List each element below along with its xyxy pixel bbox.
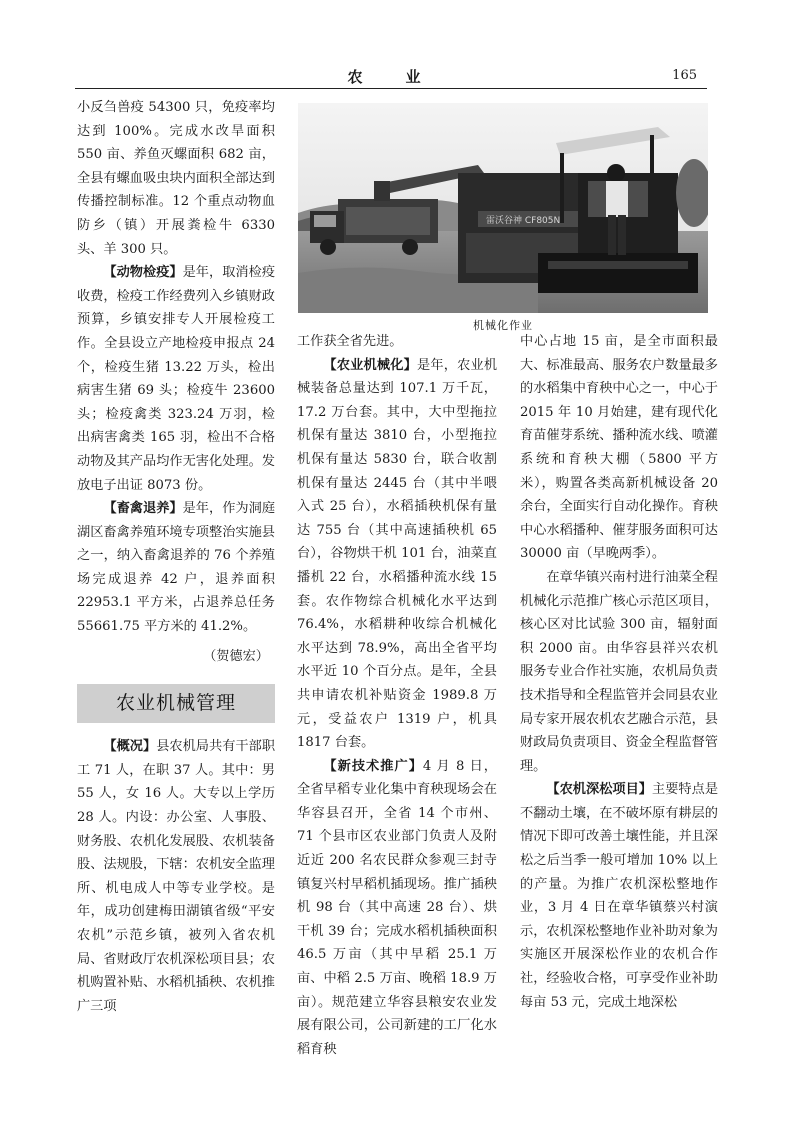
paragraph-epidemic-prevention: 小反刍兽疫 54300 只，免疫率均达到 100%。完成水改旱面积 550 亩、养鱼灭螺面积 682 亩，全县有螺血吸虫块内面积全部达到传播控制标准。12 个重点动物血防乡（镇）开展粪检牛 6330 头、羊 300 只。 [77, 100, 275, 257]
keyword-agri-mechanization: 【农业机械化】 [323, 357, 417, 373]
text-new-tech: 4 月 8 日，全省早稻专业化集中育秧现场会在华容县召开，全省 14 个市州、71 个县市区农业部门负责人及附近近 200 名农民群众参观三封寺镇复兴村早稻机插现场。推广插秧机 98 台（其中高速 28 台）、烘干机 39 台；完成水稻机插秧面积 46.5 万亩（其中早稻 25.1 万亩、中稻 2.5 万亩、晚稻 18.9 万亩）。规范建立华容县粮安农业发展有限公司，公司新建的工厂化水稻育秧 [297, 758, 497, 1057]
paragraph-agri-mechanization [297, 354, 497, 755]
keyword-overview: 【概况】 [103, 739, 157, 755]
author-signature: （贺德宏） [203, 648, 269, 664]
keyword-animal-quarantine: 【动物检疫】 [103, 265, 183, 281]
page-header [75, 64, 707, 86]
keyword-livestock-withdrawal: 【畜禽退养】 [103, 501, 183, 517]
text-livestock-withdrawal: 是年，作为洞庭湖区畜禽养殖环境专项整治实施县之一，纳入畜禽退养的 76 个养殖场完成退养 42 户，退养面积 22953.1 平方米，占退养总任务 55661.75 平方米的 41.2%。 [77, 501, 276, 635]
harvester-photo [298, 103, 708, 313]
page-number: 165 [672, 68, 697, 83]
keyword-new-tech: 【新技术推广】 [323, 758, 423, 774]
photo-caption: 机械化作业 [473, 319, 533, 332]
text-animal-quarantine: 是年，取消检疫收费，检疫工作经费列入乡镇财政预算，乡镇安排专人开展检疫工作。全县设立产地检疫申报点 24 个，检疫生猪 13.22 万头，检出病害生猪 69 头；检疫牛 23600 头；检疫禽类 323.24 万羽，检出病害禽类 165 羽，检出不合格动物及其产品均作无害化处理。发放电子出证 8073 份。 [77, 265, 276, 493]
keyword-deep-loosening: 【农机深松项目】 [546, 782, 653, 798]
paragraph-new-tech [297, 755, 497, 1062]
paragraph-continued: 工作获全省先进。 [297, 334, 403, 349]
paragraph-deep-loosening [520, 778, 718, 1014]
text-overview: 县农机局共有干部职工 71 人，在职 37 人。其中：男 55 人，女 16 人。大专以上学历 28 人。内设：办公室、人事股、财务股、农机化发展股、农机装备股、法规股，下辖：农机安全监理所、机电成人中等专业学校。是年，成功创建梅田湖镇省级“平安农机”示范乡镇，被列入省农机局、省财政厅农机深松项目县；农机购置补贴、水稻机插秧、农机推广三项 [77, 739, 276, 1014]
text-agri-mechanization: 是年，农业机械装备总量达到 107.1 万千瓦，17.2 万台套。其中，大中型拖拉机保有量达 3810 台，小型拖拉机保有量达 5830 台，联合收割机保有量达 2445 台（其中半喂入式 25 台），水稻插秧机保有量达 755 台（其中高速插秧机 65 台），谷物烘干机 101 台，油菜直播机 22 台，水稻播种流水线 15 套。农作物综合机械化水平达到 76.4%，水稻耕种收综合机械化水平达到 78.9%，高出全省平均水平近 10 个百分点。是年，全县共申请农机补贴资金 1989.8 万元，受益农户 1319 户，机具 1817 台套。 [297, 357, 498, 751]
paragraph-livestock-withdrawal [77, 497, 275, 639]
machine-label: 雷沃谷神 CF805N [486, 216, 561, 226]
paragraph-animal-quarantine [77, 261, 275, 497]
paragraph-rapeseed-demo: 在章华镇兴南村进行油菜全程机械化示范推广核心示范区项目，核心区对比试验 300 亩，辐射面积 2000 亩。由华容县祥兴农机服务专业合作社实施，农机局负责技术指导和全程监管并会同县农业局专家开展农机农艺融合示范，县财政局负责项目、资金全程监督管理。 [520, 569, 718, 774]
paragraph-seedling-center: 中心占地 15 亩，是全市面积最大、标准最高、服务农户数量最多的水稻集中育秧中心之一，中心于 2015 年 10 月始建，建有现代化育苗催芽系统、播种流水线、喷灌系统和育秧大棚（5800 平方米），购置各类高新机械设备 20 余台，全面实行自动化操作。育秧中心水稻播种、催芽服务面积可达 30000 亩（早晚两季）。 [520, 334, 718, 562]
header-rule [75, 88, 707, 89]
column-middle [297, 330, 497, 1061]
column-right [520, 330, 718, 1014]
harvester-photo-illustration [298, 103, 708, 313]
column-left [77, 96, 275, 1018]
paragraph-overview [77, 735, 275, 1018]
running-head-section: 农 业 [347, 68, 435, 86]
section-title-bar: 农业机械管理 [77, 684, 275, 723]
text-deep-loosening: 主要特点是不翻动土壤，在不破坏原有耕层的情况下即可改善土壤性能，并且深松之后当季一般可增加 10% 以上的产量。为推广农机深松整地作业，3 月 4 日在章华镇蔡兴村演示，农机深松整地作业补助对象为实施区开展深松作业的农机合作社，经验收合格，可享受作业补助每亩 53 元，完成土地深松 [520, 782, 719, 1010]
